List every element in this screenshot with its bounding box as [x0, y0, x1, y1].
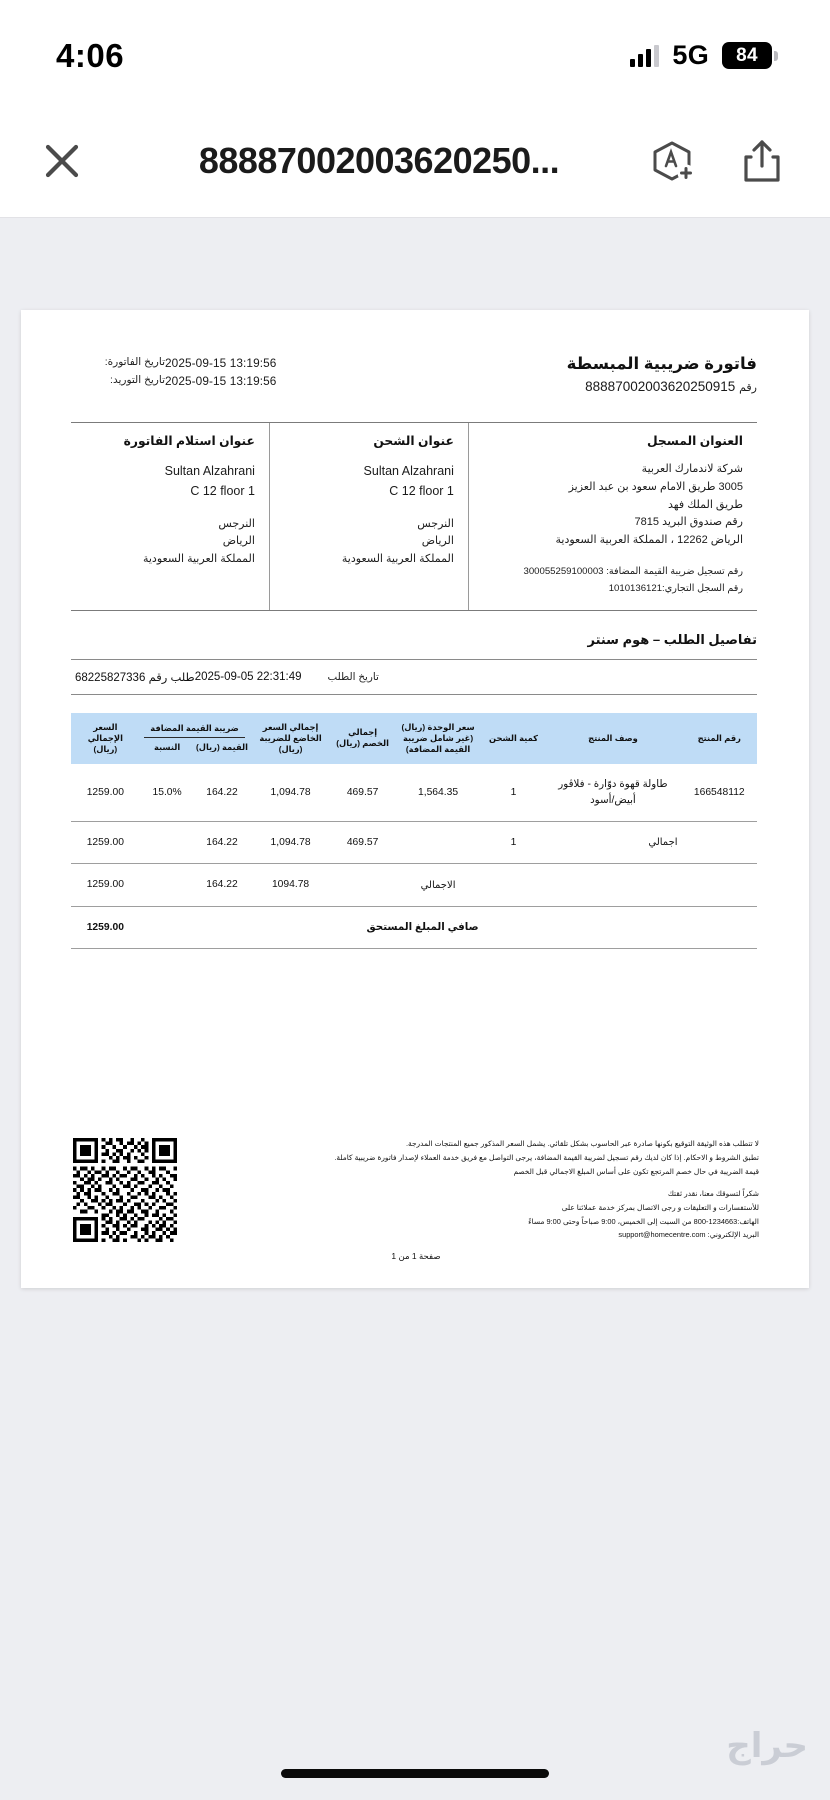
order-number-value: 68225827336 [75, 671, 146, 684]
footer-thanks: شكراً لتسوقك معنا، نقدر ثقتك [667, 1189, 759, 1199]
shipping-address-heading: عنوان الشحن [373, 434, 454, 448]
cell-product-desc: طاولة قهوة دوّارة - فلاڤور أبيض/أسود [544, 764, 681, 821]
invoice-date-value: 2025-09-15 13:19:56 [165, 356, 277, 370]
shipping-address-line: الرياض [421, 535, 454, 548]
subtotal-vat-group [140, 822, 250, 864]
footer-note: لا تتطلب هذه الوثيقة التوقيع بكونها صادرة عبر الحاسوب بشكل تلقائي. يشمل السعر المذكور جميع المنتجات المدرجة. [405, 1139, 759, 1149]
order-number [75, 670, 195, 684]
th-vat-amount: القيمة (ريال) [195, 742, 248, 753]
th-product-desc: وصف المنتج [544, 713, 681, 765]
cell-grand-total: 1259.00 [71, 764, 140, 821]
invoice-date-label: تاريخ الفاتورة: [104, 356, 165, 368]
invoice-header [71, 354, 757, 408]
net-due-label: صافي المبلغ المستحق [249, 906, 482, 948]
table-row-subtotal [71, 822, 757, 864]
order-meta-row [71, 659, 757, 695]
total-blank3 [483, 864, 545, 906]
share-icon [739, 138, 785, 184]
close-button[interactable] [30, 129, 94, 193]
billing-address-line: الرياض [222, 535, 255, 548]
th-grand-total: السعر الإجمالي (ريال) [71, 713, 140, 765]
cell-vat-rate: 15.0% [152, 786, 182, 798]
close-icon [42, 141, 82, 181]
registered-address-block [469, 423, 757, 610]
shipping-recipient-name: Sultan Alzahrani [363, 464, 454, 478]
battery-percent: 84 [736, 44, 758, 66]
netdue-blank [682, 906, 757, 948]
netdue-blank4 [140, 906, 250, 948]
document-title: 88887002003620250... [198, 140, 560, 181]
subtotal-label: اجمالي [544, 822, 681, 864]
network-type-label: 5G [672, 40, 709, 70]
registered-address-line: طريق الملك فهد [668, 498, 743, 511]
th-vat-group-label: ضريبة القيمة المضافة [150, 723, 239, 734]
cell-qty: 1 [483, 764, 545, 821]
supply-date-value: 2025-09-15 13:19:56 [165, 374, 277, 388]
supply-date-row [71, 374, 401, 388]
markup-icon [649, 138, 695, 184]
cell-discount-total: 469.57 [332, 764, 394, 821]
shipping-address-block [270, 423, 469, 610]
subtotal-blank [682, 822, 757, 864]
order-section-title: تفاصيل الطلب – هوم سنتر [587, 631, 757, 647]
billing-address-line: المملكة العربية السعودية [142, 553, 255, 566]
cell-unit-price: 1,564.35 [393, 764, 482, 821]
order-number-label: طلب رقم [148, 671, 195, 684]
registered-address-line: شركة لاندمارك العربية [641, 463, 743, 475]
table-row [71, 764, 757, 821]
footer-note: قيمة الضريبة في حال خصم المرتجع تكون على أساس المبلغ الاجمالي قبل الخصم [513, 1166, 759, 1176]
billing-recipient-name: Sultan Alzahrani [164, 464, 255, 478]
billing-street: C 12 floor 1 [190, 484, 255, 499]
registered-address-line: الرياض 12262 ، المملكة العربية السعودية [555, 534, 743, 547]
th-discount-total: إجمالي الخصم (ريال) [332, 713, 394, 765]
table-row-net-due [71, 906, 757, 948]
order-date [195, 671, 379, 683]
share-button[interactable] [734, 133, 790, 189]
markup-button[interactable] [644, 133, 700, 189]
home-indicator[interactable] [281, 1769, 549, 1778]
th-vat-group [140, 713, 250, 765]
battery-icon [722, 42, 778, 69]
billing-address-heading: عنوان استلام الفاتورة [123, 434, 255, 448]
shipping-address-line: النرجس [417, 517, 454, 530]
page-number-label: صفحة 1 من [398, 1251, 441, 1261]
footer-contact-phone: الهاتف:1234663-800 من السبت إلى الخميس، 9:00 صباحاً وحتى 9:00 مساءً [528, 1216, 759, 1226]
subtotal-vat-amount: 164.22 [206, 837, 238, 849]
cellular-signal-icon [630, 45, 659, 67]
page-number [73, 1251, 759, 1262]
total-grand: 1259.00 [71, 864, 140, 906]
registered-address-line: رقم صندوق البريد 7815 [634, 516, 743, 529]
th-unit-price: سعر الوحدة (ريال) (غير شامل ضريبة القيمة المضافة) [393, 713, 482, 765]
table-row-total [71, 864, 757, 906]
subtotal-vat-rate-blank [140, 835, 195, 850]
invoice-footer [73, 1137, 759, 1262]
subtotal-qty: 1 [483, 822, 545, 864]
footer-notes [177, 1137, 759, 1242]
th-qty: كمية الشحن [483, 713, 545, 765]
total-blank2 [544, 864, 681, 906]
th-product-no: رقم المنتج [682, 713, 757, 765]
netdue-blank3 [483, 906, 545, 948]
invoice-title: فاتورة ضريبية المبسطة [566, 355, 757, 373]
subtotal-taxable: 1,094.78 [249, 822, 331, 864]
address-band [71, 422, 757, 611]
commercial-registration-number: رقم السجل التجاري:1010136121 [608, 583, 743, 595]
total-taxable: 1094.78 [249, 864, 331, 906]
footer-note: تطبق الشروط و الاحكام. إذا كان لديك رقم تسجيل لضريبة القيمة المضافة، يرجى التواصل مع فريق خدمة العملاء لإصدار فاتورة ضريبية كاملة. [334, 1152, 759, 1162]
cell-taxable-total: 1,094.78 [249, 764, 331, 821]
items-header-row [71, 713, 757, 765]
order-date-value: 2025-09-05 22:31:49 [194, 670, 302, 683]
shipping-street: C 12 floor 1 [389, 484, 454, 499]
navigation-bar [0, 105, 830, 217]
status-bar [0, 0, 830, 105]
registered-address-heading: العنوان المسجل [646, 434, 743, 448]
invoice-page [21, 310, 809, 1288]
status-time: 4:06 [56, 36, 125, 74]
items-table-head [71, 713, 757, 765]
supply-date-label: تاريخ التوريد: [110, 374, 165, 386]
cell-vat-amount: 164.22 [206, 786, 238, 798]
th-vat-rate: النسبة [153, 742, 181, 753]
cell-product-no: 166548112 [682, 764, 757, 821]
total-vat-rate-blank [140, 877, 195, 892]
registered-address-line: 3005 طريق الامام سعود بن عبد العزيز [568, 480, 743, 493]
invoice-items-table [71, 713, 757, 950]
total-vat-group [140, 864, 250, 906]
net-due-value: 1259.00 [71, 906, 140, 948]
invoice-number-label: رقم [739, 382, 757, 394]
footer-contact-email: البريد الإلكتروني: support@homecentre.com [618, 1230, 759, 1240]
items-table-body [71, 764, 757, 949]
subtotal-grand: 1259.00 [71, 822, 140, 864]
total-blank [682, 864, 757, 906]
page-number-value: 1 [391, 1251, 397, 1261]
qr-code [73, 1138, 177, 1242]
billing-address-block [71, 423, 270, 610]
netdue-blank2 [544, 906, 681, 948]
footer-contact-intro: للأستفسارات و التعليقات و رجى الاتصال بمركز خدمة عملائنا على [561, 1202, 759, 1212]
invoice-number-value: 88887002003620250915 [585, 379, 736, 394]
invoice-dates [71, 356, 401, 392]
order-date-label: تاريخ الطلب [327, 671, 379, 683]
vat-registration-number: رقم تسجيل ضريبة القيمة المضافة: 300055259100003 [523, 566, 743, 578]
total-blank4 [332, 864, 394, 906]
cell-vat-group [140, 764, 250, 821]
billing-address-line: النرجس [218, 517, 255, 530]
total-vat-amount: 164.22 [206, 879, 238, 891]
nav-actions [644, 133, 790, 189]
qr-code-image [73, 1138, 177, 1242]
watermark: حراج [726, 1727, 808, 1765]
shipping-address-line: المملكة العربية السعودية [341, 553, 454, 566]
subtotal-unit-blank [393, 822, 482, 864]
total-label: الاجمالي [393, 864, 482, 906]
subtotal-discount: 469.57 [332, 822, 394, 864]
invoice-date-row [71, 356, 401, 370]
status-indicators [630, 40, 778, 71]
pdf-viewer[interactable] [0, 217, 830, 1800]
th-taxable-total: إجمالي السعر الخاضع للضريبة (ريال) [249, 713, 331, 765]
